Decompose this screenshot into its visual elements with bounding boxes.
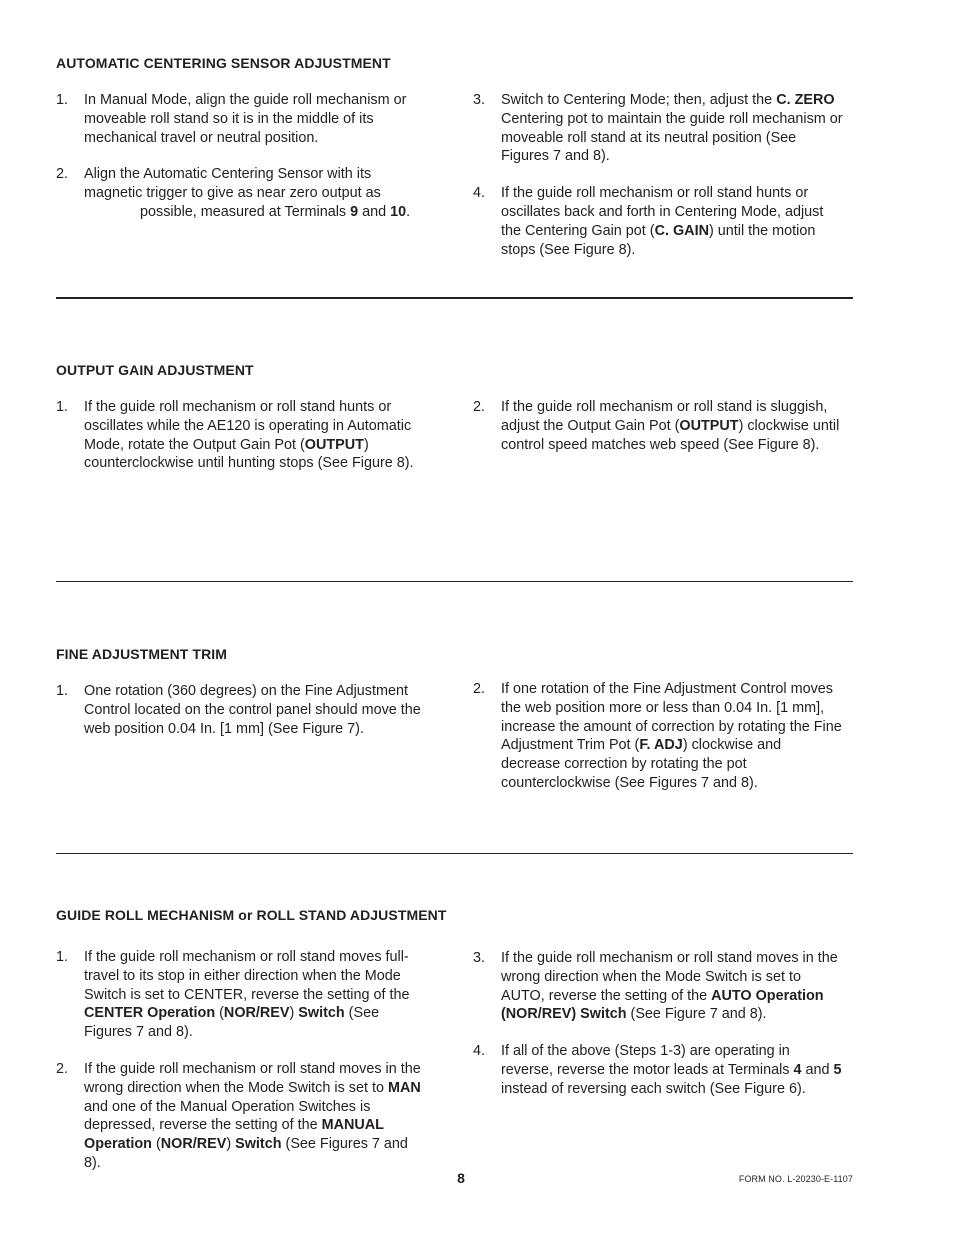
switch-label: AUTO Operation (NOR/REV) Switch xyxy=(501,987,824,1023)
form-number: FORM NO. L-20230-E-1107 xyxy=(738,1174,853,1184)
list-text xyxy=(84,165,426,221)
control-label: OUTPUT xyxy=(679,417,739,434)
section-title-fine-adjustment: FINE ADJUSTMENT TRIM xyxy=(56,646,228,662)
list-number: 1. xyxy=(56,949,69,965)
list-text: In Manual Mode, align the guide roll mechanism or moveable roll stand so it is in the middle of its mechanical travel or neutral position. xyxy=(84,92,407,146)
text-run: and xyxy=(801,1061,834,1078)
list-number: 3. xyxy=(473,950,486,966)
text-run: and one of the Manual Operation Switches is depressed, reverse the setting of the xyxy=(84,1098,371,1134)
switch-label: Switch xyxy=(235,1136,282,1153)
list-text: One rotation (360 degrees) on the Fine Adjustment Control located on the control panel should move the web position 0.04 In. [1 mm] (See Figure 7). xyxy=(84,683,421,737)
text-run: possible, measured at Terminals xyxy=(140,203,351,220)
list-number: 2. xyxy=(56,1060,69,1077)
section-divider xyxy=(56,581,853,582)
list-number: 4. xyxy=(473,1043,486,1060)
section-guide-roll-right-column xyxy=(473,949,843,1117)
section-fine-adjustment-left-column xyxy=(56,682,426,756)
text-run: If all of the above (Steps 1-3) are operating in reverse, reverse the motor leads at Terminals xyxy=(501,1043,794,1078)
terminal-number: 9 xyxy=(350,203,359,220)
list-number: 1. xyxy=(56,399,69,415)
section-centering-sensor-left-column xyxy=(56,91,426,240)
text-run: ) clockwise and decrease correction by rotating the pot counterclockwise (See Figures 7 and 8). xyxy=(501,737,782,791)
list-item xyxy=(473,184,843,259)
switch-label: MANUAL Operation xyxy=(84,1117,384,1153)
text-run: ) xyxy=(289,1005,299,1022)
text-run: instead of reversing each switch (See Figure 6). xyxy=(501,1080,806,1097)
list-text xyxy=(84,1060,426,1173)
list-number: 3. xyxy=(473,92,486,108)
list-number: 4. xyxy=(473,185,486,202)
list-text xyxy=(84,398,426,473)
control-label: OUTPUT xyxy=(304,436,364,453)
text-run: ( xyxy=(215,1005,224,1022)
section-output-gain-left-column xyxy=(56,398,426,491)
terminal-number: 10 xyxy=(390,203,407,220)
text-run: If the guide roll mechanism or roll stand hunts or oscillates back and forth in Centering Mode, adjust the Centering Gain pot ( xyxy=(501,185,824,239)
list-item xyxy=(56,398,426,473)
text-run: (See Figures 7 and 8). xyxy=(84,1005,380,1041)
text-run: ( xyxy=(151,1136,161,1153)
list-item xyxy=(56,91,426,147)
indented-line xyxy=(84,203,426,222)
list-item xyxy=(473,680,843,793)
switch-label: NOR/REV xyxy=(160,1136,227,1153)
text-run: If the guide roll mechanism or roll stand moves in the wrong direction when the Mode Switch is set to xyxy=(84,1060,421,1096)
text-run: ) clockwise until control speed matches web speed (See Figure 8). xyxy=(501,417,840,453)
text-run: . xyxy=(406,203,411,220)
list-text xyxy=(84,948,426,1042)
text-run: ) counterclockwise until hunting stops (See Figure 8). xyxy=(84,436,414,472)
list-text xyxy=(501,184,843,259)
list-text xyxy=(501,949,843,1024)
list-text xyxy=(501,680,843,793)
switch-label: CENTER Operation xyxy=(84,1005,216,1022)
text-run: and xyxy=(358,203,391,220)
switch-label: NOR/REV xyxy=(223,1005,290,1022)
list-number: 1. xyxy=(56,683,69,699)
section-title-centering-sensor: AUTOMATIC CENTERING SENSOR ADJUSTMENT xyxy=(56,55,391,71)
control-label: C. ZERO xyxy=(776,92,835,108)
text-run: If one rotation of the Fine Adjustment Control moves the web position more or less than 0.04 In. [1 mm], increase the amount of correction by rotating the Fine Adjustment Trim Pot ( xyxy=(501,681,842,754)
control-label: C. GAIN xyxy=(654,222,709,239)
section-title-output-gain: OUTPUT GAIN ADJUSTMENT xyxy=(56,362,254,378)
list-number: 2. xyxy=(473,681,486,697)
list-item xyxy=(473,1042,843,1098)
text-run: (See Figures 7 and 8). xyxy=(84,1136,408,1171)
section-output-gain-right-column xyxy=(473,398,843,472)
list-number: 2. xyxy=(473,399,486,415)
section-title-guide-roll: GUIDE ROLL MECHANISM or ROLL STAND ADJUSTMENT xyxy=(56,907,447,923)
text-run: If the guide roll mechanism or roll stand hunts or oscillates while the AE120 is operating in Automatic Mode, rotate the Output Gain Pot ( xyxy=(84,399,412,453)
control-label: F. ADJ xyxy=(639,737,683,754)
list-item xyxy=(473,949,843,1024)
text-run: Centering pot to maintain the guide roll mechanism or moveable roll stand at its neutral position (See Figures 7 and 8). xyxy=(501,110,843,165)
list-item xyxy=(56,948,426,1042)
list-item xyxy=(56,1060,426,1173)
list-number: 2. xyxy=(56,166,69,183)
text-run: If the guide roll mechanism or roll stand is sluggish, adjust the Output Gain Pot ( xyxy=(501,399,828,434)
text-run: ) until the motion stops (See Figure 8). xyxy=(501,222,816,258)
mode-label: MAN xyxy=(387,1079,421,1096)
text-run: Align the Automatic Centering Sensor with its magnetic trigger to give as near zero output as xyxy=(84,166,381,202)
section-centering-sensor-right-column xyxy=(473,91,843,277)
text-run: (See Figure 7 and 8). xyxy=(626,1006,767,1023)
section-divider xyxy=(56,297,853,299)
list-text xyxy=(501,398,843,454)
section-guide-roll-left-column xyxy=(56,948,426,1191)
page-number: 8 xyxy=(457,1170,465,1186)
terminal-number: 4 xyxy=(793,1061,802,1078)
switch-label: Switch xyxy=(298,1005,345,1022)
list-item xyxy=(473,91,843,166)
list-item xyxy=(473,398,843,454)
list-text xyxy=(501,1042,843,1098)
terminal-number: 5 xyxy=(833,1061,842,1078)
section-fine-adjustment-right-column xyxy=(473,680,843,811)
list-text xyxy=(501,91,843,166)
text-run: If the guide roll mechanism or roll stand moves full-travel to its stop in either direction when the Mode Switch is set to CENTER, reverse the setting of the xyxy=(84,949,410,1003)
text-run: If the guide roll mechanism or roll stand moves in the wrong direction when the Mode Switch is set to AUTO, reverse the setting of the xyxy=(501,950,838,1004)
list-item xyxy=(56,682,426,738)
text-run: ) xyxy=(226,1136,236,1153)
text-run: Switch to Centering Mode; then, adjust the xyxy=(501,92,777,108)
list-number: 1. xyxy=(56,92,69,108)
section-divider xyxy=(56,853,853,854)
list-item xyxy=(56,165,426,221)
